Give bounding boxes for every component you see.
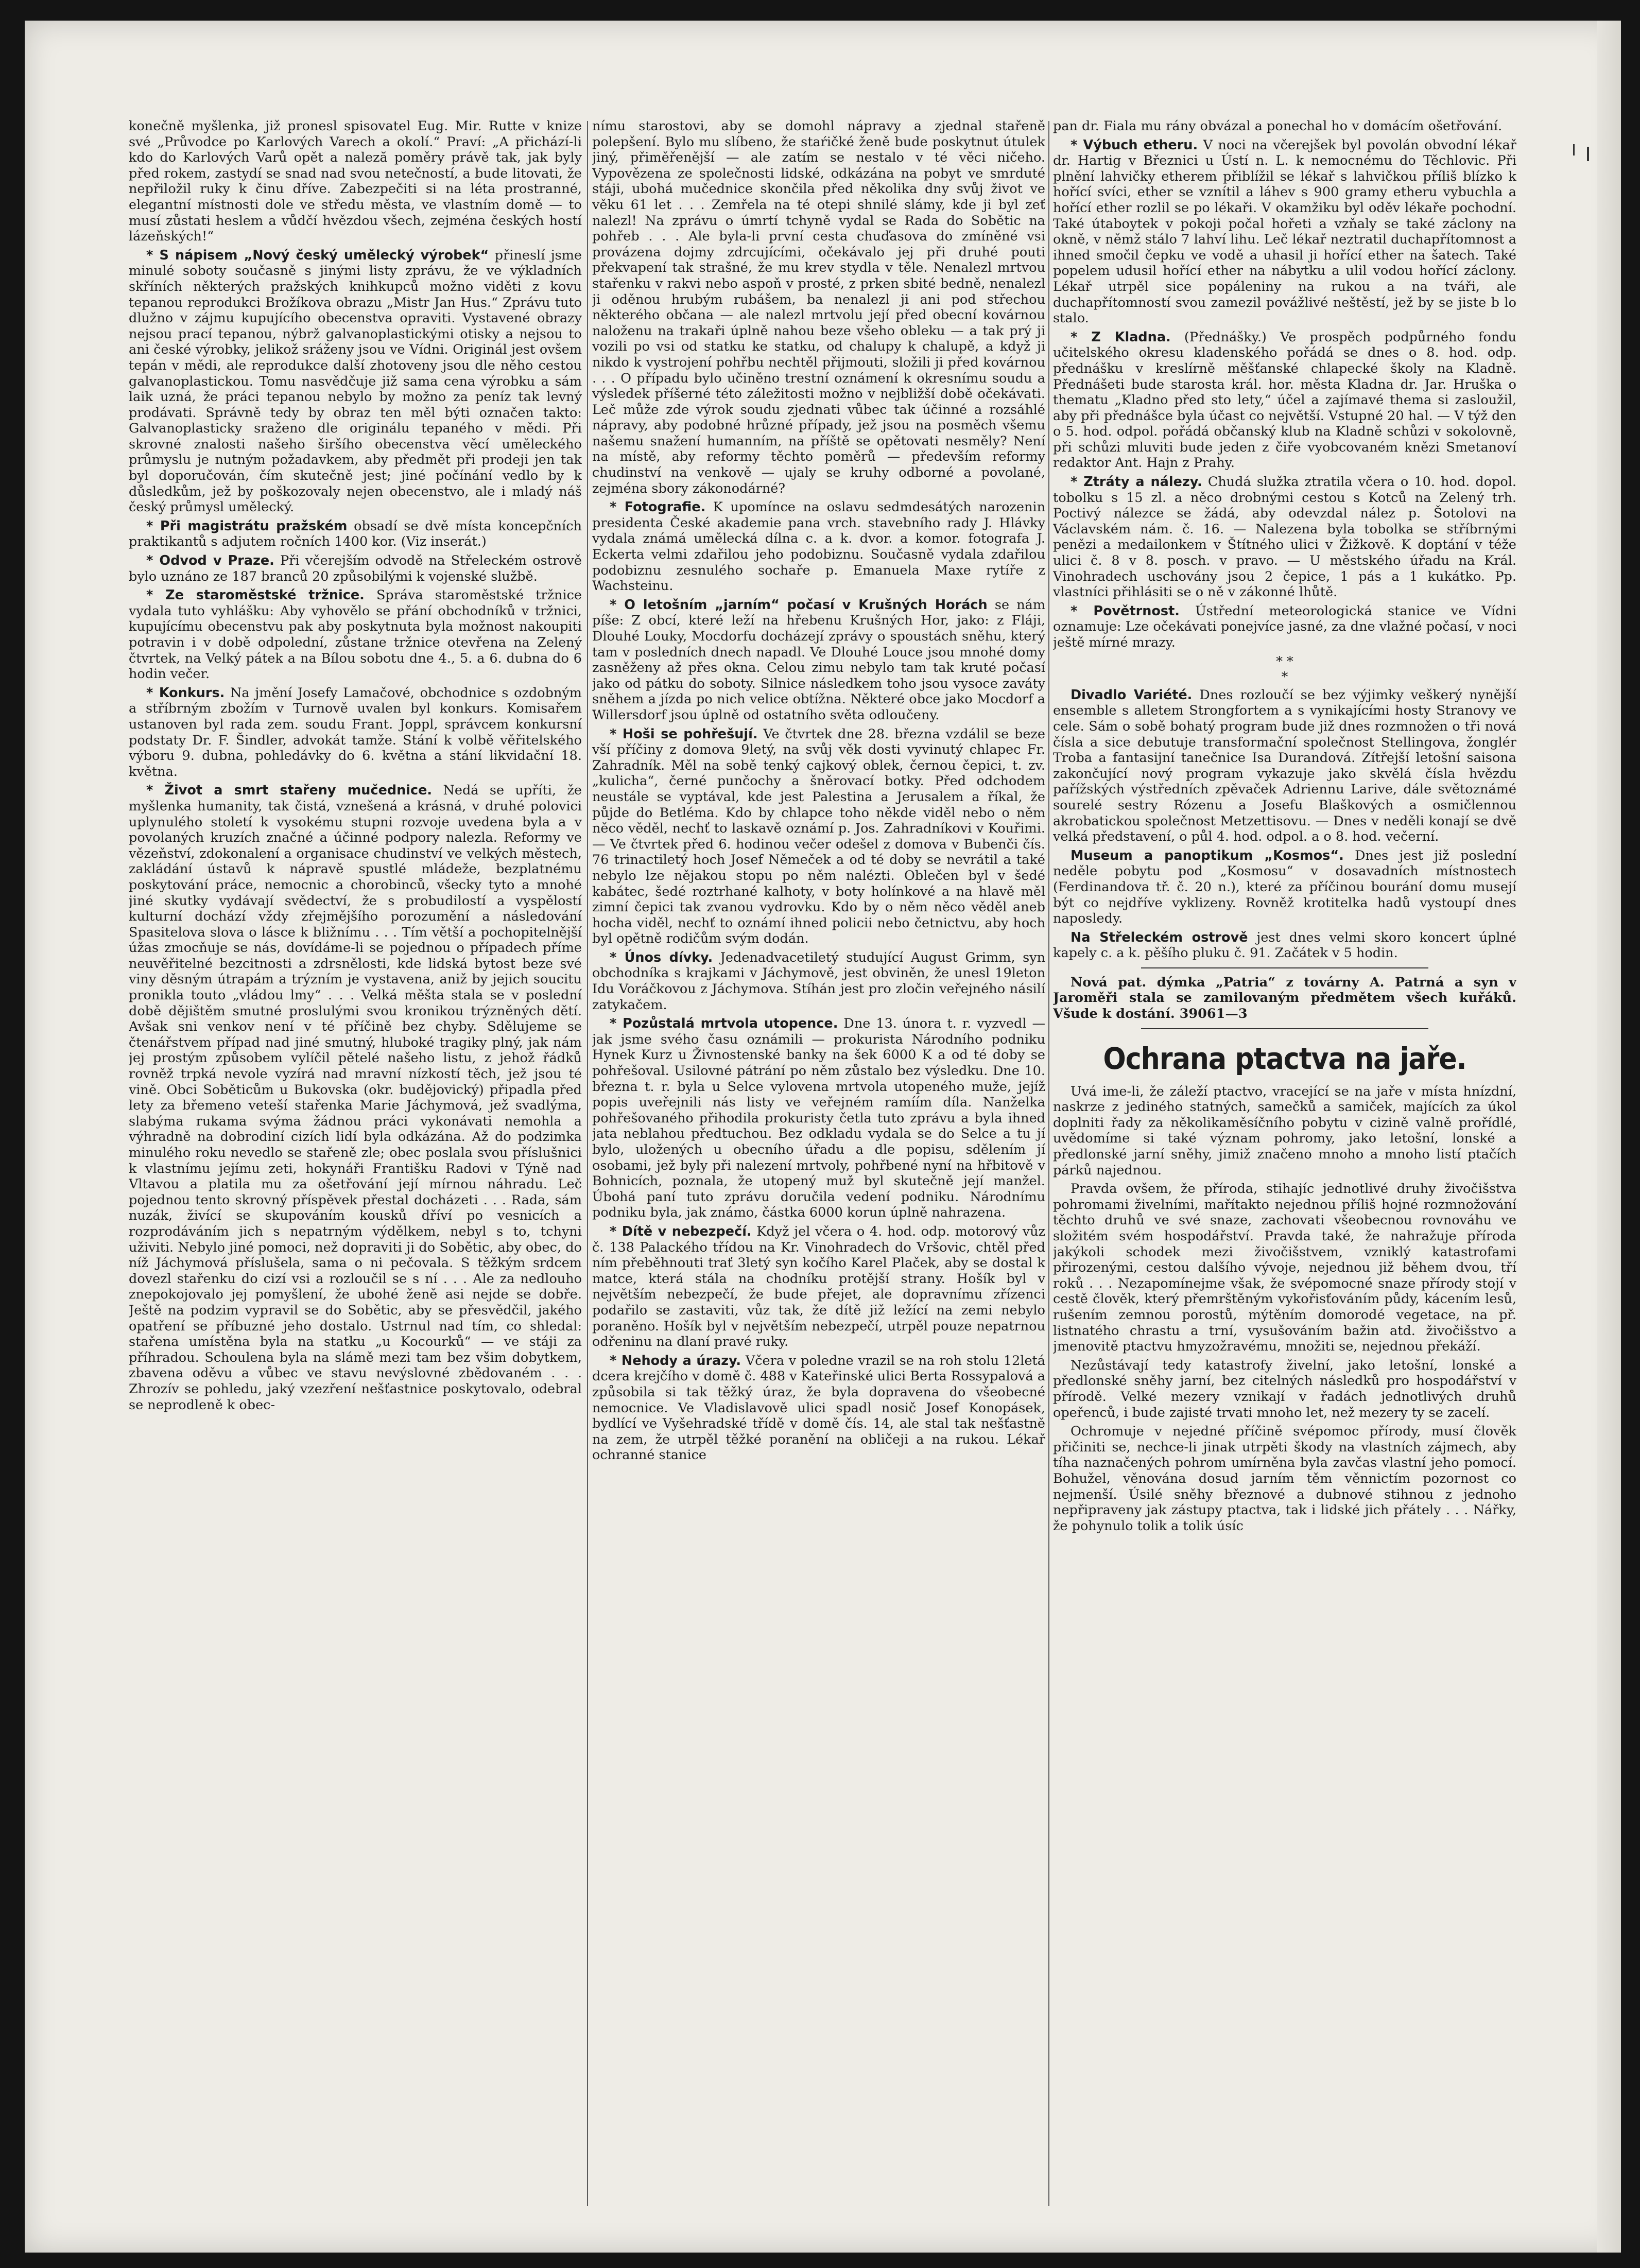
news-item: [592, 1353, 1045, 1463]
asterism: * * *: [1276, 653, 1293, 685]
news-item: [592, 1224, 1045, 1350]
news-item: [592, 950, 1045, 1013]
news-item-body: Pravda ovšem, že příroda, stihajíc jednotlivé druhy živočišstva pohromami živelními, mařítakto nejednou příliš hojné rozmnožování těchto druhů ve své snaze, zachovati všeobecnou rovnováhu ve složitém svém hospodářství. Pravda také, že nahražuje příroda jakýkoli schodek mezi živočišstvem, vzniklý katastrofami přirozenými, cestou dalšího vývoje, nejednou již během dvou, tří roků . . . Nezapomínejme však, že svépomocné snaze přírody stojí v cestě člověk, který přemrštěným vykořisťováním půdy, kácením lesů, rušením zemnou porostů, mýtěním domorodé vegetace, na př. listnatého chrastu a trní, vysušováním bažin atd. živočišstvo a jmenovitě ptactvu hmyzožravému, množiti se, nejednou překáží.: [1053, 1181, 1516, 1355]
news-item-heading: * Pozůstalá mrtvola utopence.: [610, 1016, 838, 1032]
news-item-heading: * Konkurs.: [146, 685, 225, 701]
news-item-body: Na jmění Josefy Lamačové, obchodnice s ozdobným a stříbrným zbožím v Turnově uvalen byl konkurs. Komisařem ustanoven byl rada zem. soudu Frant. Joppl, správcem konkursní podstaty Dr. F. Šindler, advokát tamže. Stání k volbě věřitelského výboru 9. dubna, pohledávky do 6. května a stání likvidační 18. května.: [129, 685, 582, 780]
news-item-heading: * Výbuch etheru.: [1071, 137, 1198, 153]
article-headline: Ochrana ptactva na jaře.: [1103, 1041, 1466, 1076]
section-divider: [1141, 967, 1428, 968]
news-item-heading: * Život a smrt stařeny mučednice.: [146, 783, 433, 799]
news-item-body: Dne 13. února t. r. vyzvedl — jak jsme svého času oznámili — prokurista Národního podniku Hynek Kurz u Živnostenské banky na šek 6000 K a od té doby se pohřešoval. Usilovné pátrání po něm zůstalo bez výsledku. Dne 10. března t. r. byla u Selce vylovena mrtvola utopeného muže, jejíž popis uveřejnili nás listy ve veřejném ramíím díla. Nanželka pohřešovaného přihodila prokuristy četla tuto zprávu a byla ihned jata neblahou předtuchou. Bez odkladu vydala se do Selce a tu jí bylo, uložených u obecního úřadu a dle popisu, sdělením jí osobami, jež byly při nalezení mrtvoly, pohřbené nyní na hřbitově v Bohnicích, poznala, že utopený muž byl skutečně její manžel. Úbohá paní tuto zprávu doručila vedení podniku. Národnímu podniku byla, jak známo, částka 6000 korun úplně nahrazena.: [592, 1016, 1045, 1221]
news-item-body: Nová pat. dýmka „Patria“ z továrny A. Patrná a syn v Jaroměři stala se zamilovaným předmětem všech kuřáků. Všude k dostání. 39061—3: [1053, 974, 1516, 1022]
news-item-body: V noci na včerejšek byl povolán obvodní lékař dr. Hartig v Březnici u Ústí n. L. k nemocnému do Těchlovic. Při plnění lahvičky etherem přiblížil se lékař s lahvičkou příliš blízko k hořící svíci, ether se vznítil a láhev s 900 gramy etheru vybuchla a hořící ether rozlil se po lékaři. V okamžiku byl oděv lékaře pochodní. Také útaboytek v pokoji počal hořeti a vzňaly se také záclony na okně, v němž stálo 7 lahví lihu. Leč lékař neztratil duchapřítomnost a ihned smočil čepku ve vodě a uhasil ji hořící ether na šatech. Také popelem udusil hořící ether na nábytku a ulil vodou hořící záclony. Lékař utrpěl sice popáleniny na rukou a na tváři, ale duchapřítomností svou zamezil povážlivé neštěstí, jež by se jiste b lo stalo.: [1053, 137, 1516, 326]
news-item-body: Správa staroměstské tržnice vydala tuto vyhlášku: Aby vyhovělo se přání obchodníků v tržnici, kupujícímu obecenstvu pak aby poskytnuta byla možnost nakoupiti potravin i v době odpolední, zůstane tržnice otevřena na Zelený čtvrtek, na Velký pátek a na Bílou sobotu dne 4., 5. a 6. dubna do 6 hodin večer.: [129, 587, 582, 682]
news-item: [129, 783, 582, 1413]
news-item: [1053, 930, 1516, 961]
news-item-body: pan dr. Fiala mu rány obvázal a ponechal ho v domácím ošetřování.: [1053, 118, 1503, 134]
column-2: [592, 118, 1045, 2204]
news-item: [1053, 330, 1516, 471]
news-item-body: konečně myšlenka, již pronesl spisovatel Eug. Mir. Rutte v knize své „Průvodce po Karlových Varech a okolí.“ Praví: „A přichází-li kdo do Karlových Varů opět a naleză poměry právě tak, jak byly před rokem, zastydí se snad nad svou netečností, a bude litovati, že nepřiložil ruky k činu dříve. Zabezpečiti si na léta prostranné, elegantní místnosti dole ve středu města, ve vlastním domě — to musí zůstati heslem a vůdčí hvězdou všech, zejména českých hostí lázeňských!“: [129, 118, 582, 245]
continued-text: [592, 118, 1045, 496]
news-item-heading: * Ztráty a nálezy.: [1071, 474, 1202, 490]
news-item: [1053, 848, 1516, 927]
news-item: [1053, 1424, 1516, 1534]
news-item-body: Dnes rozloučí se bez výjimky veškerý nynější ensemble s alletem Strongfortem a s vynikajícími hosty Stranovy ve cele. Sám o sobě bohatý program bude již dnes rozmnožen o tři nová čísla a sice debutuje transformační společnost Stellingova, žonglér Troba a fantasijní tanečnice Isa Durandová. Zítřejší letošní saisona zakončující nový program vykazuje jako skvělá čísla hvězdu pařížských výstředních zpěvaček Adriennu Larive, dále světoznámé sourelé sestry Rózenu a Josefu Blaškových a osmičlennou akrobatickou společnost Metzettisovu. — Dnes v neděli konají se dvě velká představení, o půl 4. hod. odpol. a o 8. hod. večerní.: [1053, 687, 1516, 845]
news-item: [1053, 1181, 1516, 1355]
news-item-heading: * Povětrnost.: [1071, 603, 1180, 619]
news-item: [592, 597, 1045, 723]
page-fold-shadow: [1597, 21, 1621, 2253]
news-item-body: Včera v poledne vrazil se na roh stolu 12letá dcera krejčího v domě č. 488 v Kateřinské ulici Berta Rossypalová a způsobila si tak těžký úraz, že byla dopravena do všeobecné nemocnice. Ve Vladislavově ulici spadl nosič Josef Konopásek, bydlící ve Vyšehradské třídě v domě čís. 14, ale stal tak nešťastně na zem, že utrpěl těžké poranění na obličeji a na rukou. Lékař ochranné stanice: [592, 1353, 1045, 1463]
news-item-heading: * Z Kladna.: [1071, 329, 1171, 345]
continued-text: [1053, 118, 1516, 134]
column-1: [129, 118, 582, 2204]
news-item-heading: * Nehody a úrazy.: [610, 1353, 741, 1369]
news-item-heading: * Hoši se pohřešují.: [610, 726, 758, 742]
news-item-heading: * Ze staroměstské tržnice.: [146, 587, 365, 603]
news-item-heading: * Fotografie.: [610, 499, 706, 515]
news-item-body: Uvá ime-li, že záleží ptactvo, vracející se na jaře v místa hnízdní, naskrze z jediného statných, samečků a samiček, majících za úkol doplniti řady za několikaměsíčního pobytu v cizině valně prořídlé, uvědomíme si také význam pohromy, jako letošní, lonské a předlonské jarní sněhy, jimiž značeno mnoho a mnoho listí ptačích párků najednou.: [1053, 1083, 1516, 1178]
advertisement: [1053, 975, 1516, 1022]
news-item: [129, 518, 582, 550]
news-item: [1053, 603, 1516, 651]
news-item: [1053, 1084, 1516, 1179]
news-item-heading: * S nápisem „Nový český umělecký výrobek“: [146, 247, 489, 263]
news-item-body: Ústřední meteorologická stanice ve Vídni oznamuje: Lze očekávati ponejvíce jasné, za dne vlažné počasí, v noci ještě mírné mrazy.: [1053, 603, 1516, 650]
margin-mark: [1573, 144, 1575, 155]
news-item-body: nímu starostovi, aby se domohl nápravy a zjednal stařeně polepšení. Bylo mu slíbeno, že staŕičké ženě bude poskytnut útulek jiný, přiměřenější — ale zatím se nestalo v té věci ničeho. Vypovězena ze společnosti lidské, odkázána na pobyt ve smrduté stáji, ubohá mučednice skončila před několika dny svůj život ve věku 61 let . . . Zemřela na té otepi shnilé slámy, kde ji byl zeť nalezl! Na zprávu o úmrtí tchyně vydal se Rada do Sobětic na pohřeb . . . Ale byla-li první cesta chuďasova do zmíněné vsi provázena dojmy zdrcujícími, očekávalo jej při druhé pouti překvapení tak strašné, že mu krev stydla v těle. Nenalezl mrtvou stařenku v rakvi nebo aspoň v prosté, z prken sbité bedně, nenalezl ji oděnou hrubým rubášem, ba nenalezl ji ani pod střechou některého občana — ale nalezl mrtvolu její před obecní kovárnou naloženu na trakaři úplně nahou beze všeho obleku — a tak prý ji vozili po vsi od statku ke statku, od chalupy k chalupě, a když ji nikdo k vystrojení pohřbu nechtěl přijmouti, složili ji před kovárnou . . . O případu bylo učiněno trestní oznámení k okresnímu soudu a výsledek příšerné této záležitosti možno v nejbližší době očekávati. Leč může zde výrok soudu zjednati vůbec tak účinné a rozsáhlé nápravy, aby podobné hrůzné případy, jež jsou na posměch všemu našemu snažení humanním, na příště se opětovati nesměly? Není na místě, aby reformy těchto poměrů — především reformy chudinství na venkově — ujaly se kruhy odborné a povolané, zejména sbory zákonodárné?: [592, 118, 1045, 496]
column-3: [1053, 118, 1516, 2204]
news-item-body: Při včerejším odvodě na Střeleckém ostrově bylo uznáno ze 187 branců 20 způsobilými k vojenské službě.: [129, 553, 582, 584]
margin-mark: [1587, 147, 1589, 161]
news-item: [1053, 474, 1516, 600]
news-item-body: jest dnes velmi skoro koncert úplné kapely c. a k. pěšího pluku č. 91. Začátek v 5 hodin.: [1053, 929, 1516, 961]
news-item: [129, 553, 582, 584]
continued-text: [129, 118, 582, 245]
news-item: [592, 1016, 1045, 1221]
news-item: [1053, 687, 1516, 845]
column-rule: [587, 121, 588, 2206]
news-item-body: Když jel včera o 4. hod. odp. motorový vůz č. 138 Palackého třídou na Kr. Vinohradech do Vršovic, chtěl před ním přeběhnouti trať 3letý syn kočího Karel Plaček, aby se dostal k matce, která stála na chodníku protější strany. Hošík byl v největším nebezpečí, že bude přejet, ale dopravnímu zřízenci podařilo se zastaviti, vůz tak, že dítě již ležící na zemi nebylo poraněno. Hošík byl v největším nebezpečí, utrpěl pouze nepatrnou odřeninu na dlaní pravé ruky.: [592, 1223, 1045, 1350]
news-item-heading: * Dítě v nebezpečí.: [610, 1223, 752, 1239]
news-item-heading: * Při magistrátu pražském: [146, 518, 348, 534]
news-item: [129, 587, 582, 682]
news-item-body: Nedá se upříti, že myšlenka humanity, tak čistá, vznešená a krásná, v druhé polovici uplynulého století k vysokému stupni rozvoje uvedena byla a v povolaných kruzích značné a účinné podpory nalezla. Reformy ve vězeňství, zdokonalení a organisace chudinství ve velkých městech, zakládání ústavů k nápravě spustlé mládeže, bezplatnému poskytování práce, nemocnic a chorobinců, všecky tyto a mnohé jiné skutky vydávají svědectví, že s probudilostí a vyspělostí kulturní dochází vždy zřejmějšího porozumění a následování Spasitelova slova o lásce k bližnímu . . . Tím větší a pochopitelnější úžas zmocňuje se nás, dovídáme-li se pojednou o případech příme neuvěřitelné bezcitnosti a zdrsnělosti, kde lidská bytost beze své viny děsným útrapám a trýzním je vystavena, aniž by jejich soucitu pronikla touto „vládou lmy“ . . . Velká měšta stala se v poslední době dějištěm smutné proslulými svou kronikou trýzněných dětí. Avšak sni venkov není v té příčině bez chyby. Sdělujeme se čtenářstvem případ nad jiné smutný, hluboké tragiky plný, jak nám jej prostým způsobem vylíčil pětelé našeho listu, z jehož řádků rovněž trpká nevole vyzírá nad mravní nízkostí těch, jež jsou té vině. Obci Soběticům u Bukovska (okr. budějovický) připadla před lety za břemeno veteší stařenka Marie Jáchymová, jež svadlýma, slabýma rukama svýma žádnou práci vykonávati nemohla a výhradně na dobrodiní cizích lidí byla odkázána. Až do podzimka minulého roku nevedlo se stařeně zle; obec poslala svou příslušnici k vlastnímu jejímu zeti, hokynáři Františku Radovi v Týně nad Vltavou a platila mu za ošetřování její mírnou náhradu. Leč pojednou tento skrovný příspěvek přestal docházeti . . . Rada, sám nuzák, živící se skupováním kousků dříví po vesnicích a rozprodáváním jich s nepatrným výdělkem, nebyl s to, tchyni uživiti. Nebylo jiné pomoci, než dopraviti ji do Sobětic, aby obec, do níž Jáchymová příslušela, sama o ni pečovala. S těžkým srdcem dovezl stařenku do cizí vsi a rozloučil se s ní . . . Ale za nedlouho znepokojovalo jej pomyšlení, že ubohé ženě asi nejde se dobře. Ještě na podzim vypravil se do Sobětic, aby se přesvědčil, jakého opatření se příbuzné jeho dostalo. Ustrnul nad tím, co shledal: stařena umístěna byla na statku „u Kocourků“ — ve stáji za příhradou. Schoulena byla na slámě mezi tam bez všim dobytkem, zbavena oděvu a vůbec ve stavu nevýslovné zbědovaném . . . Zhrozív se pohledu, jaký vzezření nešťastnice poskytovalo, odebral se neprodleně k obec-: [129, 783, 582, 1413]
news-item: [1053, 137, 1516, 326]
news-item: [129, 685, 582, 780]
column-rule: [1048, 121, 1049, 2206]
news-item-body: Jedenadvacetiletý studující August Grimm, syn obchodníka s krajkami v Jáchymově, jest obviněn, že unesl 19leton Idu Voráčkovou z Jáchymova. Stíhán jest pro zločin veřejného násilí zatykačem.: [592, 949, 1045, 1013]
news-item-body: Chudá služka ztratila včera o 10. hod. dopol. tobolku s 15 zl. a něco drobnými cestou s Kotců na Zelený trh. Poctivý nálezce se žádá, aby odevzdal nález p. Šotolovi na Václavském nám. č. 16. — Nalezena byla tobolka se stříbrnými penězi a medailonkem v Štítného ulici v Žižkově. K doptání v téže ulici č. 8 v 8. posch. v pravo. — U městského úřadu na Král. Vinohradech uschovány jsou 2 čepice, 1 pás a 1 kukátko. Pp. vlastníci přihlásiti se o ně v zákonné lhůtě.: [1053, 474, 1516, 600]
news-item-body: přineslí jsme minulé soboty současně s jinými listy zprávu, že ve výkladních skříních některých pražských knihkupců možno viděti z kovu tepanou reprodukci Brožíkova obrazu „Mistr Jan Hus.“ Zprávu tuto dlužno v zájmu kupujícího obecenstva opraviti. Vystavené obrazy nejsou prací tepanou, nýbrž galvanoplastickými otisky a nejsou to ani české výrobky, jelikož sráženy jsou ve Vídni. Originál jest ovšem tepán v mědi, ale reprodukce další zhotoveny jsou dle něho cestou galvanoplastickou. Tomu nasvědčuje již sama cena výrobku a sám laik uzná, že práci tepanou nebylo by možno za peníz tak levný prodávati. Správně tedy by obraz ten měl býti označen takto: Galvanoplasticky sraženo dle originálu tepaného v mědi. Při skrovné znalosti našeho širšího obecenstva věcí uměleckého průmyslu je nutným požadavkem, aby předmět při prodeji jen tak byl doporučován, čím skutečně jest; jiné počínání vedlo by k důsledkům, jež by poškozovaly nejen obecenstvo, ale i mladý náš český průmysl umělecký.: [129, 247, 582, 515]
news-item-heading: Na Střeleckém ostrově: [1071, 929, 1248, 945]
news-item-heading: * O letošním „jarním“ počasí v Krušných Horách: [610, 597, 988, 613]
news-item-body: K upomínce na oslavu sedmdesátých narozenin presidenta České akademie pana vrch. stavebního rady J. Hlávky vydala známá umělecká dílna c. a k. dvor. a komor. fotografa J. Eckerta velmi zdařilou jeho podobiznu. Současně vydala zdařilou podobiznu zesnulého sochaře p. Emanuela Maxe rytíře z Wachsteinu.: [592, 499, 1045, 594]
news-item-heading: * Odvod v Praze.: [146, 553, 274, 569]
news-item-body: (Přednášky.) Ve prospěch podpůrného fondu učitelského okresu kladenského pořádá se dnes o 8. hod. odp. přednášku v kreslírně měšťanské chlapecké školy na Kladně. Přednášeti bude starosta král. hor. města Kladna dr. Jar. Hruška o thematu „Kladno před sto lety,“ účel a zajímavé thema si zasloužil, aby při přednášce byla účast co největší. Vstupné 20 hal. — V týž den o 5. hod. odpol. pořádá občanský klub na Kladně schůzi v sokolovně, při schůzi mluviti bude jeden z čiře vyobcovaném knězi Smetanoví redaktor Ant. Hajn z Prahy.: [1053, 329, 1516, 471]
news-item-body: Ve čtvrtek dne 28. března vzdálil se beze vší příčiny z domova 9letý, na svůj věk dosti vyvinutý chlapec Fr. Zahradník. Měl na sobě tenký cajkový oblek, černou čepici, t. zv. „kulicha“, černé punčochy a šněrovací botky. Před odchodem neustále se vyptával, kde jest Palestina a Jerusalem a říkal, že půjde do Betléma. Kdo by chlapce toho někde viděl nebo o něm něco věděl, nechť to laskavě oznámí p. Jos. Zahradníkovi v Kouřimi. — Ve čtvrtek před 6. hodinou večer odešel z domova v Bubenči čís. 76 trinactiletý hoch Josef Němeček a od té doby se nevrátil a také nebylo lze nějakou stopu po něm nalézti. Oblečen byl v šedé kabátec, šedé roztrhané kalhoty, v boty holínkové a na hlavě měl zimní čepici tak zvanou vydrovku. Kdo by o něm něco věděl aneb hocha viděl, nechť to oznámí ihned policii nebo četnictvu, aby hoch byl opětně rodičům svým dodán.: [592, 726, 1045, 947]
news-item-heading: * Únos dívky.: [610, 949, 713, 965]
news-item-heading: Divadlo Variété.: [1071, 687, 1193, 703]
news-item: [129, 248, 582, 515]
news-item-heading: Museum a panoptikum „Kosmos“.: [1071, 847, 1344, 863]
news-item-body: se nám píše: Z obcí, které leží na hřebenu Krušných Hor, jako: z Fláji, Dlouhé Louky, Mocdorfu docházejí zprávy o spoustách sněhu, který tam v posledních dnech napadl. Ve Dlouhé Louce jsou mnohé domy zasněženy až přes okna. Celou zimu nebylo tam tak kruté počasí jako od pátku do soboty. Silnice následkem toho jsou vysoce zaváty sněhem a jízda po nich velice obtížna. Některé obce jako Mocdorf a Willersdorf jsou úplně od ostatního světa odloučeny.: [592, 597, 1045, 723]
news-item-body: Dnes jest již poslední neděle pobytu pod „Kosmosu“ v dosavadních místnostech (Ferdinandova tř. č. 20 n.), které za příčinou bourání domu musejí být co nejdříve vyklizeny. Rovněž krotitelka hadů vystoupí dnes naposledy.: [1053, 847, 1516, 927]
news-item-body: obsadí se dvě místa koncepčních praktikantů s adjutem ročních 1400 kor. (Viz inserát.): [129, 518, 582, 550]
news-item-body: Nezůstávají tedy katastrofy živelní, jako letošní, lonské a předlonské sněhy jarní, bez citelných následků pro hospodářství v přírodě. Velké mezery vznikají v řadách jednotlivých druhů opeřenců, i bude zajisté trvati mnoho let, než mezery ty se zacelí.: [1053, 1357, 1516, 1421]
news-item: [592, 726, 1045, 947]
news-item-body: Ochromuje v nejedné příčině svépomoc přírody, musí člověk přičiniti se, nechce-li jinak utrpěti škody na vlastních zájmech, aby tíha naznačených pohrom umírněna byla zavčas vlastní jeho pomocí. Bohužel, věnována dosud jarním těm věnnictím pozornost co nejmenší. Úsilé sněhy březnové a dubnové stihnou z jednoho nepřipraveny jak zástupy ptactva, tak i lidské jich přátely . . . Nářky, že pohynulo tolik a tolik úsíc: [1053, 1424, 1516, 1534]
section-divider: [1141, 1028, 1428, 1029]
news-item: [592, 499, 1045, 594]
news-item: [1053, 1358, 1516, 1421]
